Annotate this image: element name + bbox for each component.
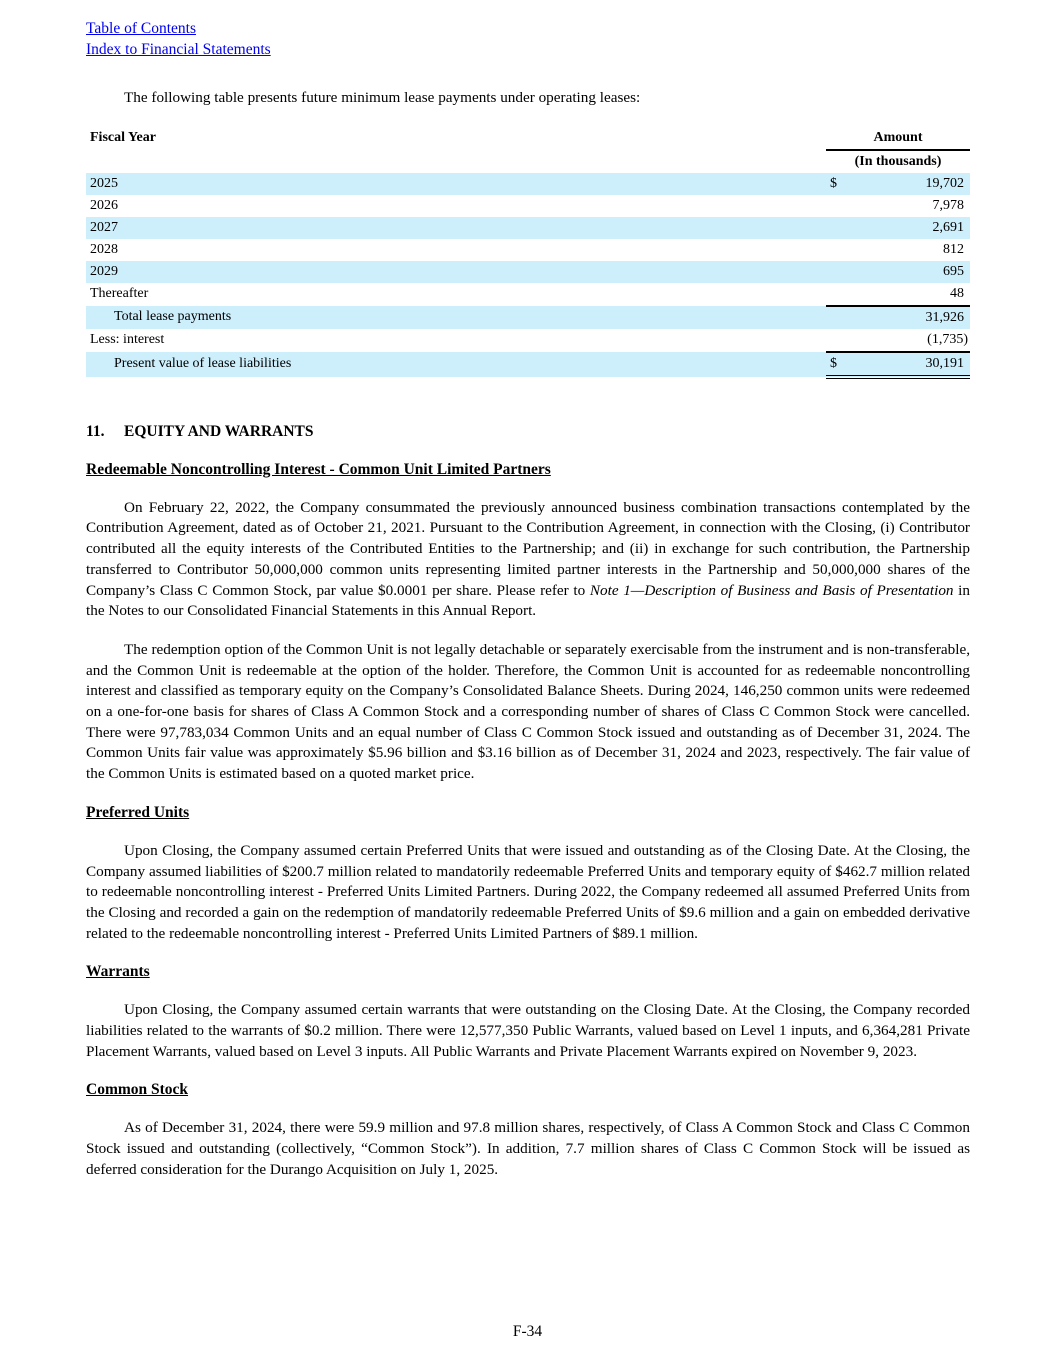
section-heading bbox=[86, 422, 970, 442]
table-row bbox=[86, 283, 970, 306]
header-fiscal-year: Fiscal Year bbox=[90, 130, 156, 146]
redeemable-paragraph-2: The redemption option of the Common Unit is not legally detachable or separately exercisable from the instrument and is non-transferable, and the Common Unit is redeemable at the option of the holder. Therefore, the Common Unit is accounted for as redeemable noncontrolling interest and classified as temporary equity on the Company’s Consolidated Balance Sheets. During 2024, 146,250 common units were redeemed on a one-for-one basis for shares of Class A Common Stock and a corresponding number of shares of Class C Common Stock were cancelled. There were 97,783,034 Common Units and an equal number of Class C Common Stock issued and outstanding as of December 31, 2024. The Common Units fair value was approximately $5.96 billion and $3.16 billion as of December 31, 2024 and 2023, respectively. The fair value of the Common Units is estimated based on a quoted market price. bbox=[86, 640, 970, 783]
preferred-units-paragraph: Upon Closing, the Company assumed certain Preferred Units that were issued and outstanding as of the Closing Date. At the Closing, the Company assumed liabilities of $200.7 million related to mandatorily redeemable Preferred Units and temporary equity of $462.7 million related to redeemable noncontrolling interest - Preferred Units Limited Partners. During 2022, the Company redeemed all assumed Preferred Units from the Closing and recorded a gain on the redemption of mandatorily redeemable Preferred Units of $9.6 million and a gain on embedded derivative related to the redeemable noncontrolling interest - Preferred Units Limited Partners of $89.1 million. bbox=[86, 841, 970, 942]
subsection-heading-preferred-units: Preferred Units bbox=[86, 803, 190, 821]
row-dollar-sign bbox=[826, 239, 848, 261]
redeemable-paragraph-1 bbox=[86, 498, 970, 622]
row-dollar-sign bbox=[826, 217, 848, 239]
row-value: 30,191 bbox=[848, 352, 970, 377]
subsection-heading-common-stock: Common Stock bbox=[86, 1081, 189, 1099]
row-value: 31,926 bbox=[848, 306, 970, 329]
row-label: 2025 bbox=[86, 173, 826, 195]
row-label: Less: interest bbox=[90, 332, 165, 348]
common-stock-paragraph: As of December 31, 2024, there were 59.9 million and 97.8 million shares, respectively, of Class A Common Stock and Class C Common Stock issued and outstanding (collectively, “Common Stock”). In addition, 7.7 million shares of Class C Common Stock will be issued as deferred consideration for the Durango Acquisition on July 1, 2025. bbox=[86, 1119, 970, 1178]
table-row bbox=[86, 261, 970, 283]
table-row bbox=[86, 329, 970, 352]
text-span: in the Notes to our Consolidated Financial Statements in this Annual Report. bbox=[86, 581, 970, 620]
row-label: 2028 bbox=[90, 241, 118, 257]
row-label: Present value of lease liabilities bbox=[86, 352, 826, 377]
index-to-financial-statements-link[interactable]: Index to Financial Statements bbox=[86, 40, 271, 58]
row-label: 2029 bbox=[86, 261, 826, 283]
section-title: EQUITY AND WARRANTS bbox=[124, 422, 314, 440]
table-row bbox=[86, 217, 970, 239]
row-value: 19,702 bbox=[848, 173, 970, 195]
row-label: 2027 bbox=[86, 217, 826, 239]
table-subheader-row bbox=[86, 150, 970, 173]
section-number: 11. bbox=[86, 422, 105, 440]
text-span: On February 22, 2022, the Company consummated the previously announced business combination transactions contemplated by the Contribution Agreement, dated as of October 21, 2021. Pursuant to the Contribution Agreement, in connection with the Closing, (i) Contributor contributed all the equity interests of the Contributed Entities to the Partnership; and (ii) in exchange for such contribution, the Partnership transferred to Contributor 50,000,000 common units representing limited partner interests in the Partnership and 50,000,000 shares of the Company’s Class C Common Stock, par value $0.0001 per share. Please refer to bbox=[86, 498, 970, 599]
row-dollar-sign bbox=[826, 283, 848, 306]
row-value: 812 bbox=[943, 241, 964, 257]
table-row bbox=[86, 239, 970, 261]
table-row-total bbox=[86, 306, 970, 329]
row-label: Total lease payments bbox=[86, 306, 826, 329]
table-row bbox=[86, 195, 970, 217]
row-dollar-sign bbox=[826, 329, 848, 352]
row-value: (1,735) bbox=[927, 331, 968, 347]
subsection-heading-redeemable: Redeemable Noncontrolling Interest - Common Unit Limited Partners bbox=[86, 460, 551, 478]
lease-payments-table bbox=[86, 127, 970, 379]
row-label: Thereafter bbox=[90, 286, 149, 302]
document-page bbox=[86, 19, 970, 1181]
row-label: 2026 bbox=[90, 197, 118, 213]
row-dollar-sign bbox=[826, 195, 848, 217]
lease-table-intro: The following table presents future minimum lease payments under operating leases: bbox=[124, 89, 641, 106]
row-value: 48 bbox=[950, 285, 964, 301]
table-row-present-value bbox=[86, 352, 970, 377]
row-value: 7,978 bbox=[932, 197, 964, 213]
table-of-contents-link[interactable]: Table of Contents bbox=[86, 20, 196, 37]
subsection-heading-warrants: Warrants bbox=[86, 963, 150, 981]
row-dollar-sign bbox=[826, 306, 848, 329]
table-row bbox=[86, 173, 970, 195]
row-dollar-sign: $ bbox=[826, 352, 848, 377]
row-dollar-sign bbox=[826, 261, 848, 283]
header-amount: Amount bbox=[826, 127, 970, 150]
row-value: 2,691 bbox=[848, 217, 970, 239]
table-header-row bbox=[86, 127, 970, 150]
warrants-paragraph: Upon Closing, the Company assumed certain warrants that were outstanding on the Closing Date. At the Closing, the Company recorded liabilities related to the warrants of $0.2 million. There were 12,577,350 Public Warrants, valued based on Level 1 inputs, and 6,364,281 Private Placement Warrants, valued based on Level 3 inputs. All Public Warrants and Private Placement Warrants expired on November 9, 2023. bbox=[86, 1001, 970, 1060]
row-value: 695 bbox=[848, 261, 970, 283]
header-units: (In thousands) bbox=[854, 153, 942, 169]
page-number: F-34 bbox=[512, 1323, 543, 1340]
row-dollar-sign: $ bbox=[826, 173, 848, 195]
note-reference: Note 1—Description of Business and Basis of Presentation bbox=[589, 581, 954, 599]
